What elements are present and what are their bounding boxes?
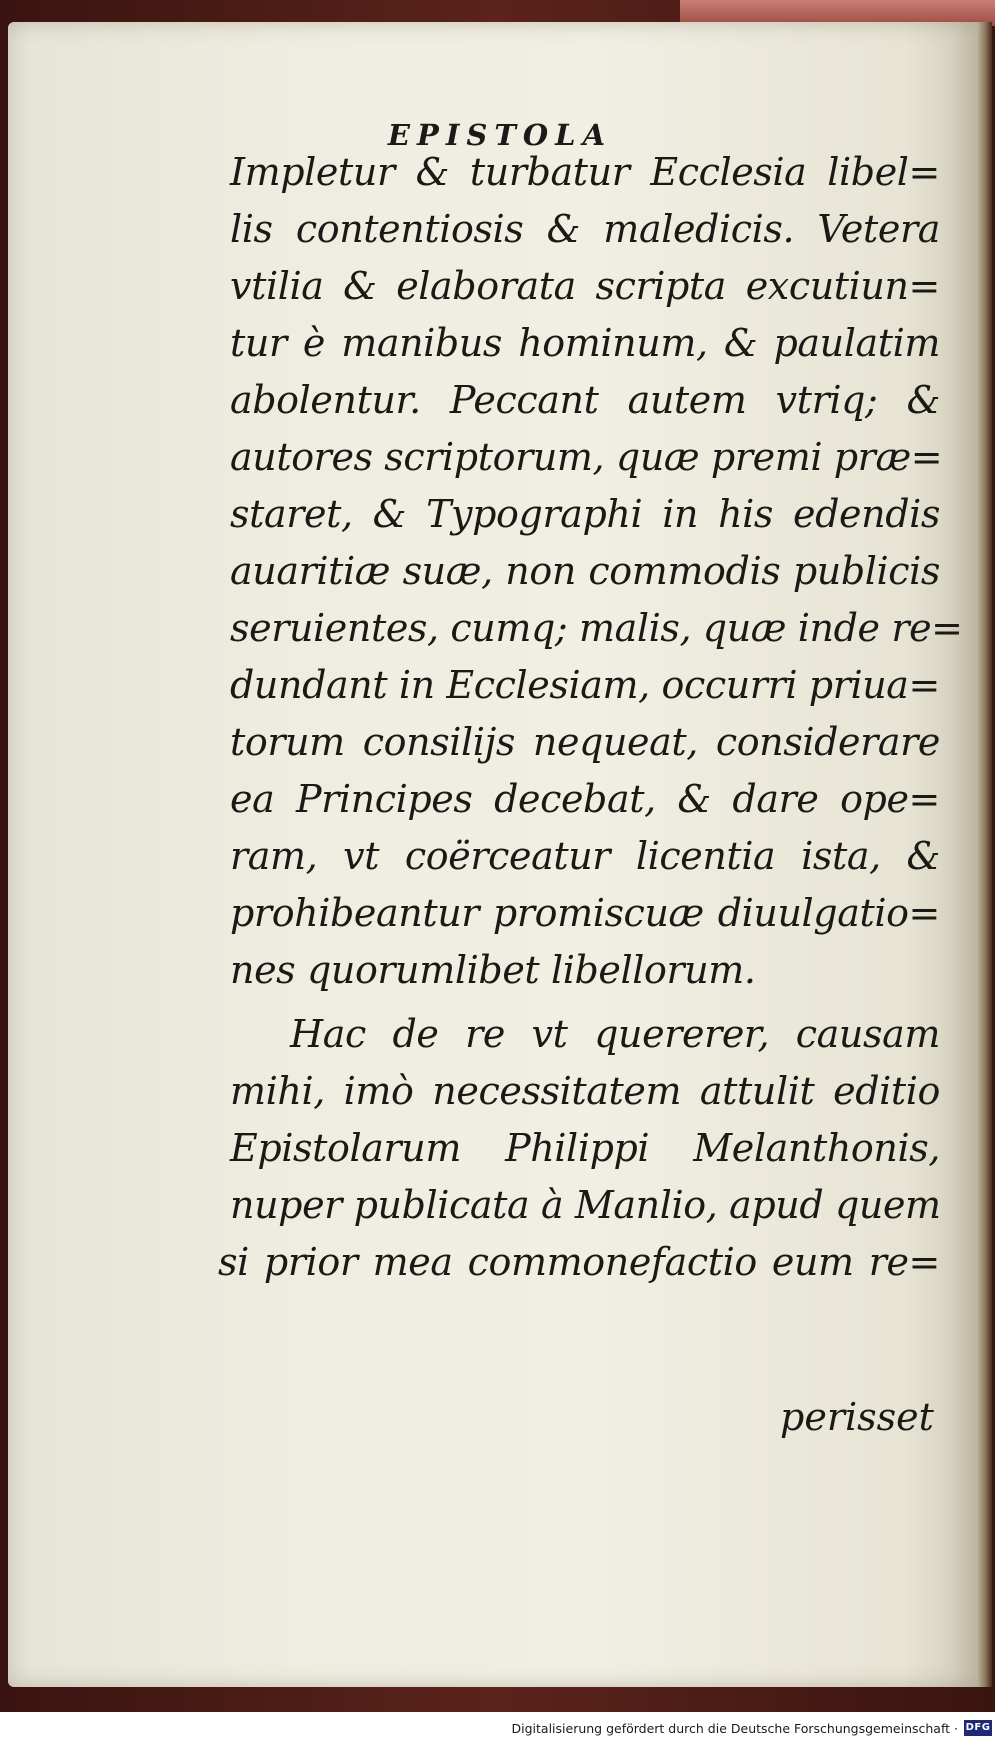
text-line: auaritiæ suæ, non commodis publicis: [230, 549, 940, 593]
text-line: nuper publicata à Manlio, apud quem: [230, 1183, 941, 1227]
text-line: ea Principes decebat, & dare ope=: [230, 777, 940, 821]
text-line: seruientes, cumq; malis, quæ inde re=: [230, 606, 963, 650]
text-line: si prior mea commonefactio eum re=: [218, 1240, 940, 1284]
text-line: prohibeantur promiscuæ diuulgatio=: [230, 891, 940, 935]
text-line: dundant in Ecclesiam, occurri priua=: [230, 663, 940, 707]
text-line: abolentur. Peccant autem vtriq; &: [230, 378, 940, 422]
text-line: lis contentiosis & maledicis. Vetera: [230, 207, 940, 251]
text-line: torum consilijs nequeat, considerare: [230, 720, 940, 764]
text-line: Impletur & turbatur Ecclesia libel=: [230, 150, 940, 194]
text-line: ram, vt coërceatur licentia ista, &: [230, 834, 940, 878]
text-line: tur è manibus hominum, & paulatim: [230, 321, 940, 365]
text-line: Epistolarum Philippi Melanthonis,: [230, 1126, 940, 1170]
running-head: EPISTOLA: [387, 118, 613, 152]
funding-credit: Digitalisierung gefördert durch die Deutsche Forschungsgemeinschaft ·: [511, 1721, 958, 1736]
text-line: autores scriptorum, quæ premi præ=: [230, 435, 943, 479]
text-line: nes quorumlibet libellorum.: [230, 948, 756, 992]
text-line: vtilia & elaborata scripta excutiun=: [230, 264, 940, 308]
text-line: Hac de re vt quererer, causam: [290, 1012, 940, 1056]
text-line: mihi, imò necessitatem attulit editio: [230, 1069, 940, 1113]
catchword: perisset: [780, 1395, 934, 1439]
dfg-logo-icon: DFG: [964, 1720, 992, 1736]
text-line: staret, & Typographi in his edendis: [230, 492, 940, 536]
